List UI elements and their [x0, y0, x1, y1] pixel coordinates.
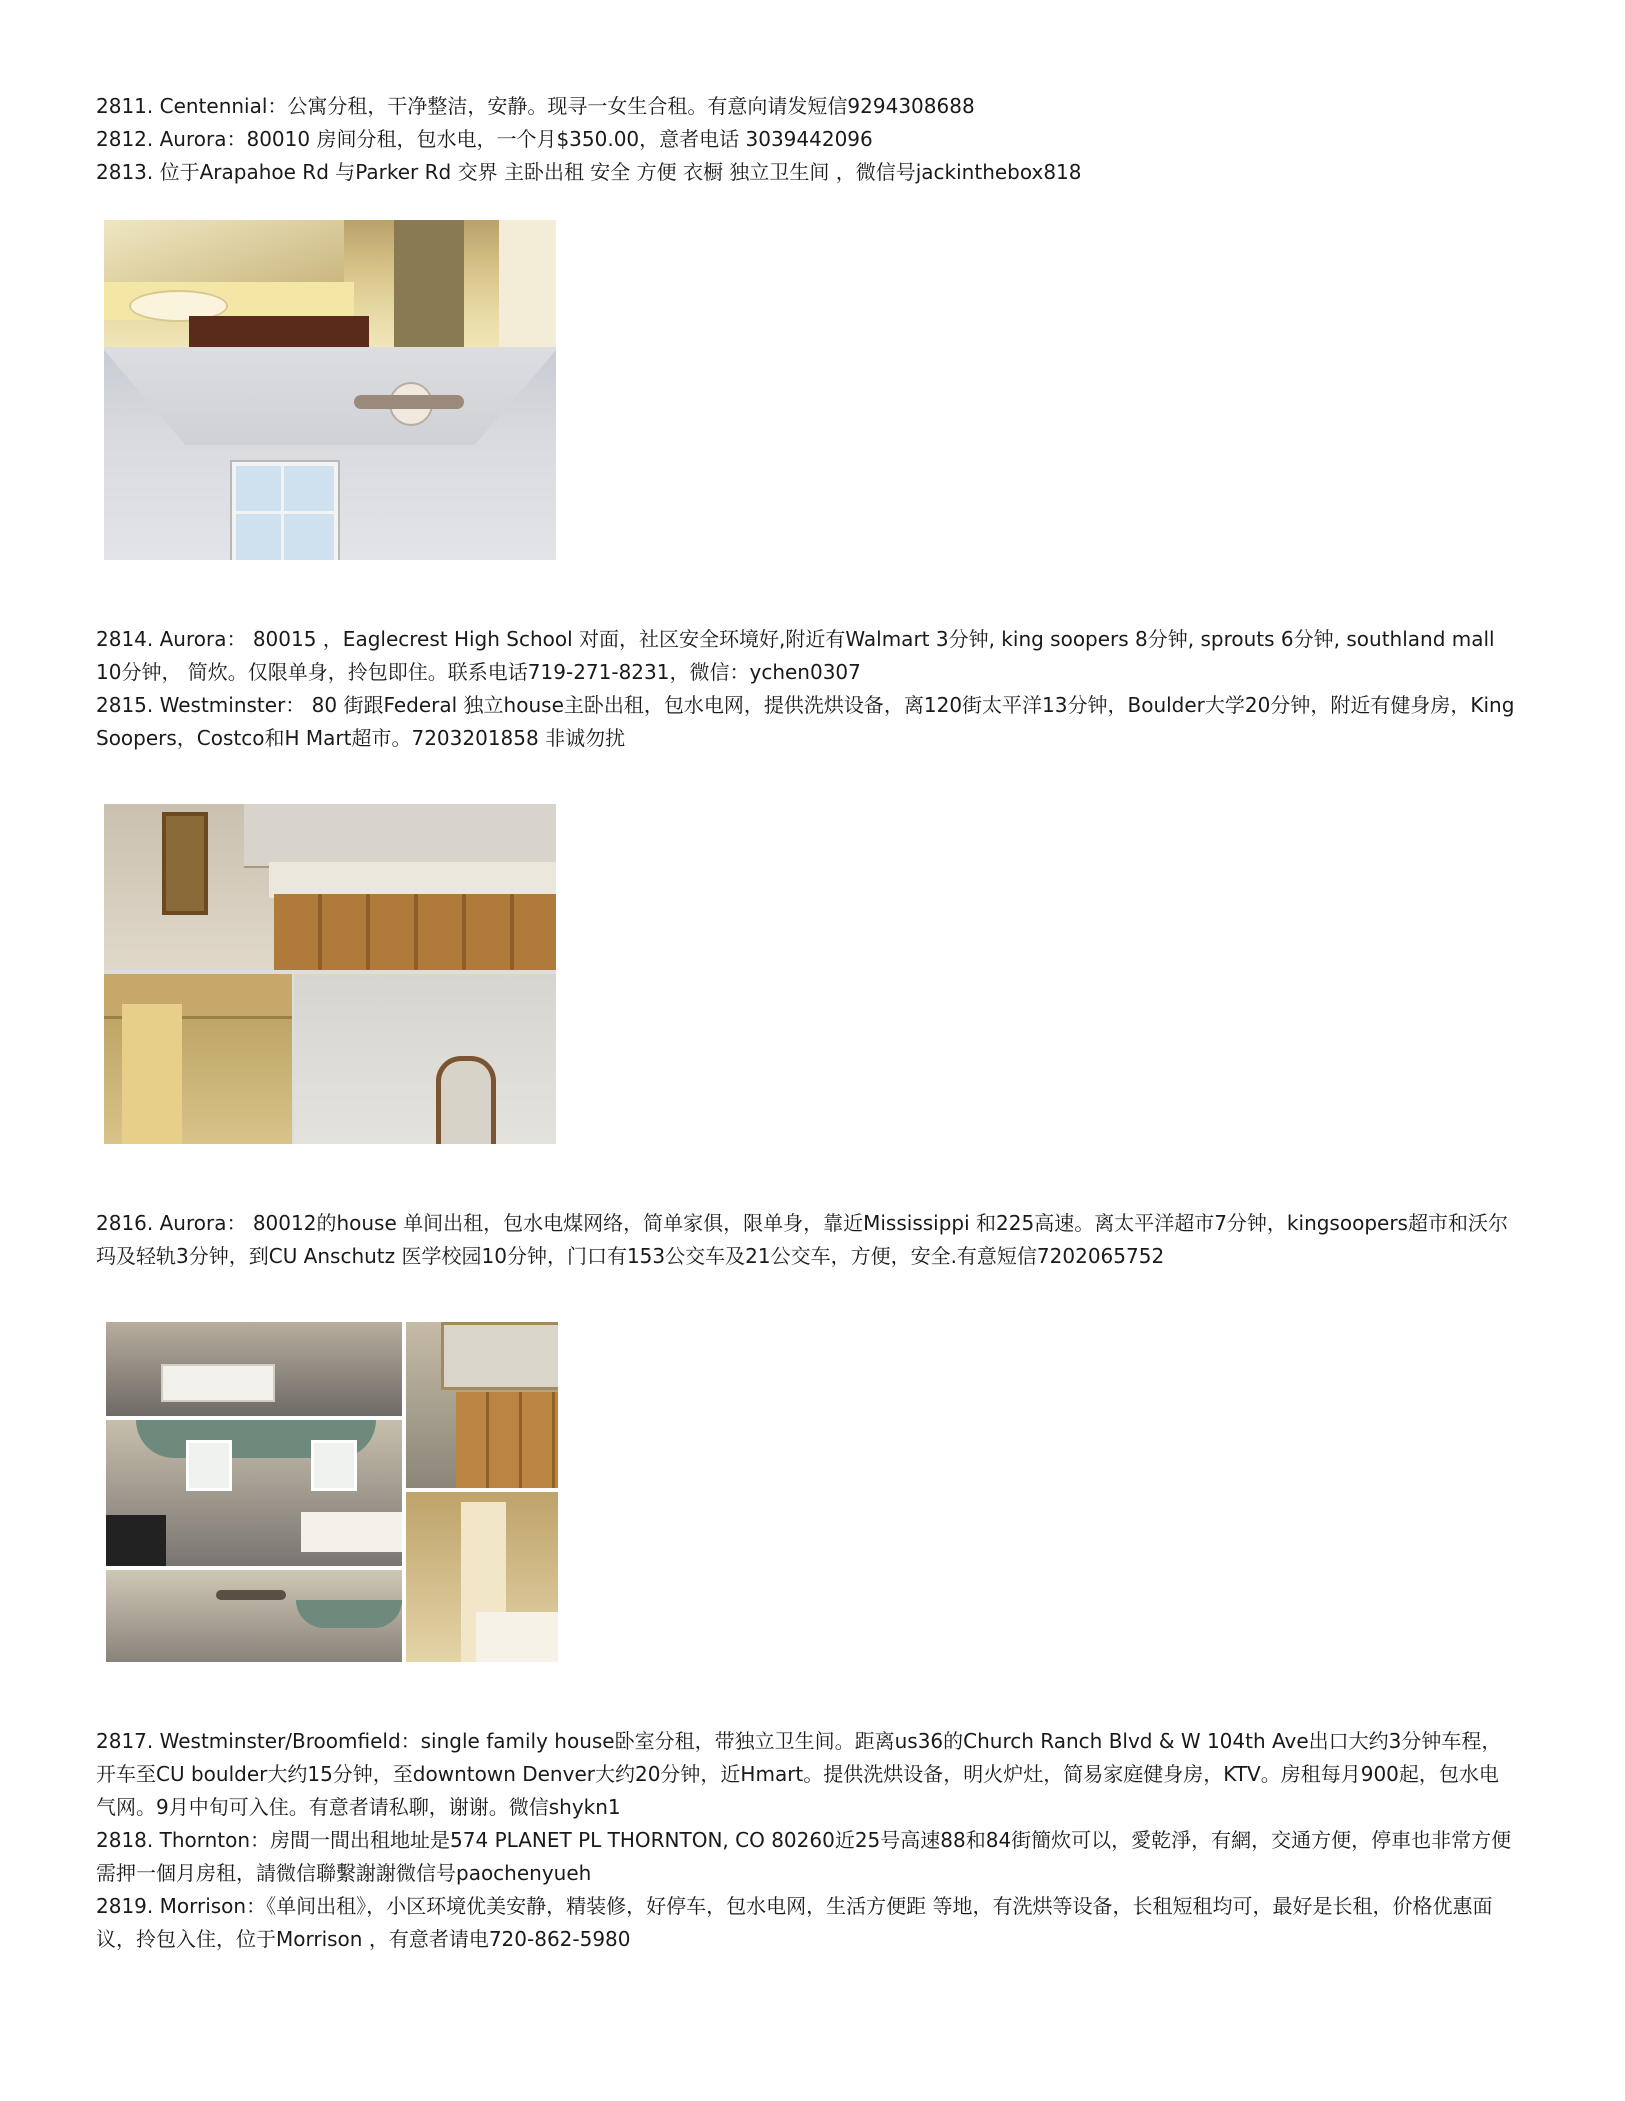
photo-bedroom-windows	[106, 1420, 402, 1566]
photo-double-vanity	[104, 804, 556, 970]
photo-bathroom-cabinet	[406, 1322, 558, 1488]
listing-2815: 2815. Westminster： 80 街跟Federal 独立house主卧出租，包水电网，提供洗烘设备，离120街太平洋13分钟，Boulder大学20分钟，附近有健身房，King Soopers，Costco和H Mart超市。7203201858 非诚勿扰	[96, 693, 1515, 750]
listing-2819: 2819. Morrison：《单间出租》，小区环境优美安静，精装修，好停车，包水电网，生活方便距 等地，有洗烘等设备，长租短租均可，最好是长租，价格优惠面议，拎包入住，位于Morrison ，有意者请电720-862-5980	[96, 1894, 1493, 1951]
photo-bedroom-bed	[106, 1322, 402, 1416]
listings-page	[96, 90, 1516, 1956]
photo-bedroom-ceiling-fan	[104, 350, 556, 560]
listing-photo-bathroom-bedroom	[104, 220, 556, 560]
listing-2816: 2816. Aurora： 80012的house 单间出租，包水电煤网络，简单家俱，限单身，靠近Mississippi 和225高速。离太平洋超市7分钟，kingsoopers超市和沃尔玛及轻轨3分钟，到CU Anschutz 医学校园10分钟，门口有153公交车及21公交车，方便，安全.有意短信7202065752	[96, 1211, 1508, 1268]
listing-2814: 2814. Aurora： 80015 ，Eaglecrest High School 对面，社区安全环境好,附近有Walmart 3分钟, king soopers 8分钟, sprouts 6分钟, southland mall 10分钟， 简炊。仅限单身，拎包即住。联系电话719-271-8231，微信：ychen0307	[96, 627, 1495, 684]
listing-2818: 2818. Thornton：房間一間出租地址是574 PLANET PL THORNTON, CO 80260近25号高速88和84街簡炊可以，愛乾淨，有網，交通方便，停車也非常方便需押一個月房租，請微信聯繫謝謝微信号paochenyueh	[96, 1828, 1512, 1885]
listing-2813: 2813. 位于Arapahoe Rd 与Parker Rd 交界 主卧出租 安全 方便 衣橱 独立卫生间 ，微信号jackinthebox818	[96, 160, 1082, 184]
listing-2812: 2812. Aurora：80010 房间分租，包水电，一个月$350.00，意者电话 3039442096	[96, 127, 873, 151]
listing-2817: 2817. Westminster/Broomfield：single family house卧室分租，带独立卫生间。距离us36的Church Ranch Blvd & W 104th Ave出口大约3分钟车程，开车至CU boulder大约15分钟，至downtown Denver大约20分钟，近Hmart。提供洗烘设备，明火炉灶，简易家庭健身房，KTV。房租每月900起，包水电气网。9月中旬可入住。有意者请私聊，谢谢。微信shykn1	[96, 1729, 1502, 1819]
listing-photo-bathroom-collage	[104, 804, 556, 1144]
photo-shower-curtain	[104, 974, 292, 1144]
listing-2811: 2811. Centennial：公寓分租，干净整洁，安静。现寻一女生合租。有意向请发短信9294308688	[96, 94, 975, 118]
photo-bathroom-vanity	[104, 220, 556, 347]
listing-photo-house-collage	[106, 1322, 558, 1662]
photo-oval-mirror	[294, 974, 556, 1144]
photo-bathtub	[406, 1492, 558, 1662]
photo-bedroom-fan	[106, 1570, 402, 1662]
